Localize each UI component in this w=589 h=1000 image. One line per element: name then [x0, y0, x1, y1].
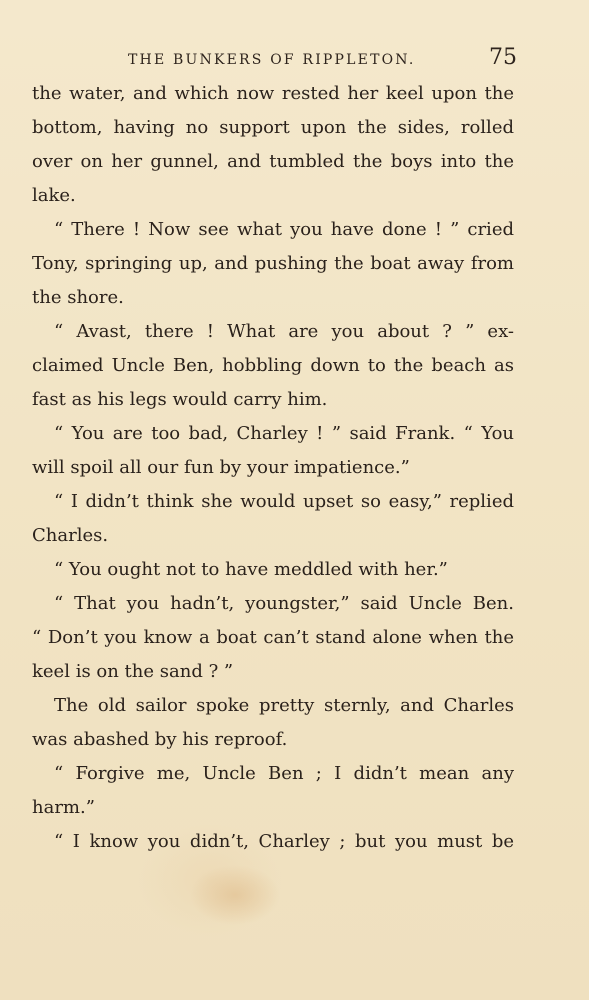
text-line: will spoil all our fun by your impatience.”: [32, 457, 410, 478]
text-line: harm.”: [32, 797, 95, 818]
text-line: “ You ought not to have meddled with her.”: [54, 559, 448, 580]
text-line: The old sailor spoke pretty sternly, and Charles: [54, 695, 514, 716]
text-line: the water, and which now rested her keel upon the: [32, 83, 514, 104]
text-line: “ That you hadn’t, youngster,” said Uncle Ben.: [54, 593, 514, 614]
page-header: [0, 45, 589, 72]
body-text: [32, 77, 514, 859]
text-line: “ Avast, there ! What are you about ? ” ex-: [54, 321, 514, 342]
text-line: “ Don’t you know a boat can’t stand alone when the: [32, 627, 514, 648]
text-line: fast as his legs would carry him.: [32, 389, 328, 410]
text-line: the shore.: [32, 287, 124, 308]
text-line: “ You are too bad, Charley ! ” said Frank. “ You: [54, 423, 514, 444]
text-line: “ Forgive me, Uncle Ben ; I didn’t mean any: [54, 763, 514, 784]
text-line: Tony, springing up, and pushing the boat away from: [32, 253, 514, 274]
text-line: was abashed by his reproof.: [32, 729, 288, 750]
text-line: over on her gunnel, and tumbled the boys into the: [32, 151, 514, 172]
text-line: “ I didn’t think she would upset so easy,” replied: [54, 491, 514, 512]
text-line: Charles.: [32, 525, 109, 546]
text-line: lake.: [32, 185, 76, 206]
text-line: bottom, having no support upon the sides, rolled: [32, 117, 514, 138]
text-line: claimed Uncle Ben, hobbling down to the beach as: [32, 355, 514, 376]
running-title: THE BUNKERS OF RIPPLETON.: [128, 52, 416, 68]
text-line: “ There ! Now see what you have done ! ” cried: [54, 219, 514, 240]
text-line: keel is on the sand ? ”: [32, 661, 234, 682]
page-number: 75: [489, 45, 517, 70]
text-line: “ I know you didn’t, Charley ; but you must be: [54, 831, 514, 852]
